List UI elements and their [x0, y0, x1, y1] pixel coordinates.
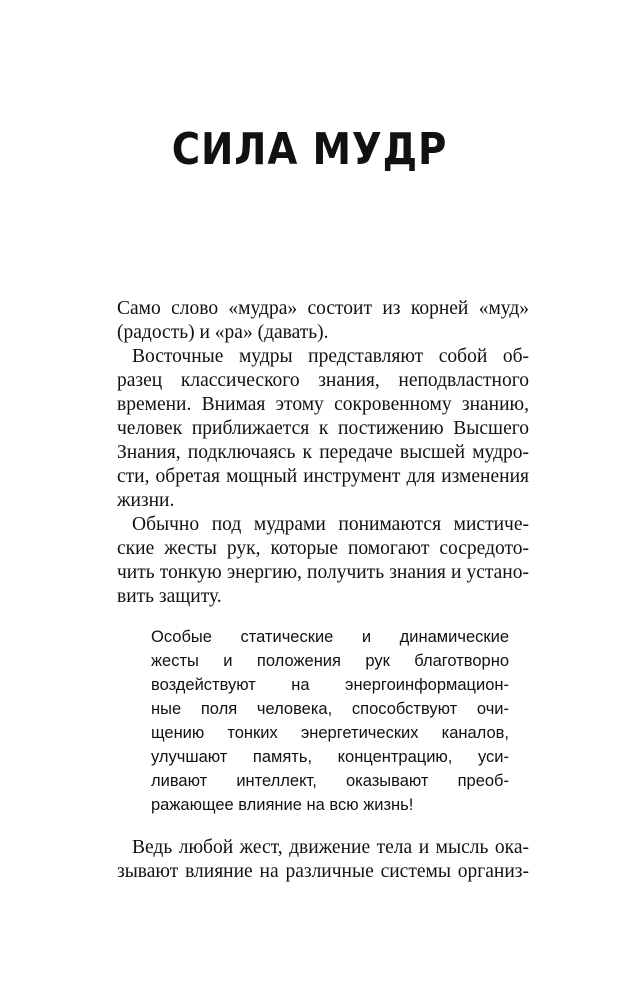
- closing-line-1: Ведь любой жест, движение тела и мысль ока-: [132, 837, 529, 858]
- chapter-title: СИЛА МУДР: [171, 124, 448, 175]
- paragraph-2-line-4: человек приближается к постижению Высшего: [117, 418, 529, 439]
- paragraph-2-line-7: жизни.: [117, 490, 175, 511]
- closing-line-2: зывают влияние на различные системы организ-: [117, 861, 529, 882]
- paragraph-3-line-2: ские жесты рук, которые помогают сосредото-: [117, 538, 529, 559]
- quote-line-2: жесты и положения рук благотворно: [151, 652, 509, 670]
- paragraph-1-line-1: Само слово «мудра» состоит из корней «муд»: [117, 298, 529, 319]
- quote-line-8: ражающее влияние на всю жизнь!: [151, 796, 414, 814]
- paragraph-3-line-4: вить защиту.: [117, 586, 222, 607]
- paragraph-3-line-3: чить тонкую энергию, получить знания и устано-: [117, 562, 529, 583]
- paragraph-2-line-5: Знания, подключаясь к передаче высшей мудро-: [117, 442, 529, 463]
- paragraph-2-line-6: сти, обретая мощный инструмент для изменения: [117, 466, 529, 487]
- paragraph-2-line-3: времени. Внимая этому сокровенному знанию,: [117, 394, 529, 415]
- quote-line-7: ливают интеллект, оказывают преоб-: [151, 772, 509, 790]
- paragraph-3-line-1: Обычно под мудрами понимаются мистиче-: [132, 514, 529, 535]
- quote-line-4: ные поля человека, способствуют очи-: [151, 700, 509, 718]
- quote-line-3: воздействуют на энергоинформацион-: [151, 676, 509, 694]
- quote-line-6: улучшают память, концентрацию, уси-: [151, 748, 509, 766]
- quote-line-1: Особые статические и динамические: [151, 628, 509, 646]
- paragraph-2-line-1: Восточные мудры представляют собой об-: [132, 346, 529, 367]
- quote-line-5: щению тонких энергетических каналов,: [151, 724, 509, 742]
- paragraph-1-line-2: (радость) и «ра» (давать).: [117, 322, 329, 343]
- paragraph-2-line-2: разец классического знания, неподвластного: [117, 370, 529, 391]
